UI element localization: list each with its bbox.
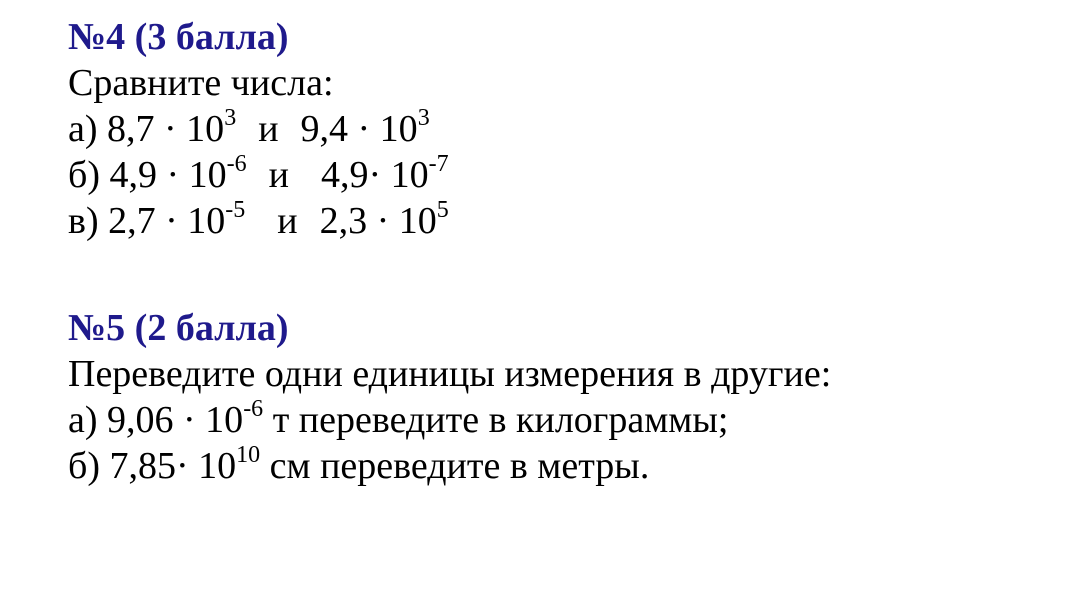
task-5 — [68, 305, 1068, 489]
conjunction: и — [277, 200, 298, 242]
right-exponent: 3 — [417, 105, 430, 131]
left-number: 4,9 · 10 — [109, 154, 227, 196]
item-label: а) — [68, 399, 108, 441]
right-exponent: 5 — [436, 197, 449, 223]
task-4-intro: Сравните числа: — [68, 62, 334, 104]
task-4-item-b — [68, 152, 1068, 198]
right-number: 9,4 · 10 — [300, 108, 418, 150]
left-exponent: -6 — [226, 151, 247, 177]
conjunction: и — [258, 108, 279, 150]
task-4 — [68, 14, 1068, 244]
left-exponent: -5 — [225, 197, 246, 223]
number: 7,85· 10 — [109, 445, 237, 487]
exponent: -6 — [243, 396, 264, 422]
task-4-item-c — [68, 198, 1068, 244]
exponent: 10 — [236, 442, 261, 468]
task-5-intro: Переведите одни единицы измерения в другие: — [68, 353, 832, 395]
task-5-item-a — [68, 397, 1068, 443]
task-4-heading: №4 (3 балла) — [68, 16, 289, 58]
item-label: в) — [68, 200, 109, 242]
instruction: т переведите в килограммы; — [263, 399, 729, 441]
left-number: 8,7 · 10 — [107, 108, 225, 150]
item-label: а) — [68, 108, 108, 150]
right-number: 4,9· 10 — [321, 154, 429, 196]
number: 9,06 · 10 — [107, 399, 244, 441]
task-4-item-a — [68, 106, 1068, 152]
left-exponent: 3 — [224, 105, 237, 131]
right-exponent: -7 — [428, 151, 449, 177]
item-label: б) — [68, 154, 110, 196]
item-label: б) — [68, 445, 110, 487]
task-5-heading: №5 (2 балла) — [68, 307, 289, 349]
task-5-item-b — [68, 443, 1068, 489]
worksheet-page — [68, 14, 1068, 489]
right-number: 2,3 · 10 — [319, 200, 437, 242]
left-number: 2,7 · 10 — [108, 200, 226, 242]
conjunction: и — [268, 154, 289, 196]
instruction: см переведите в метры. — [260, 445, 650, 487]
